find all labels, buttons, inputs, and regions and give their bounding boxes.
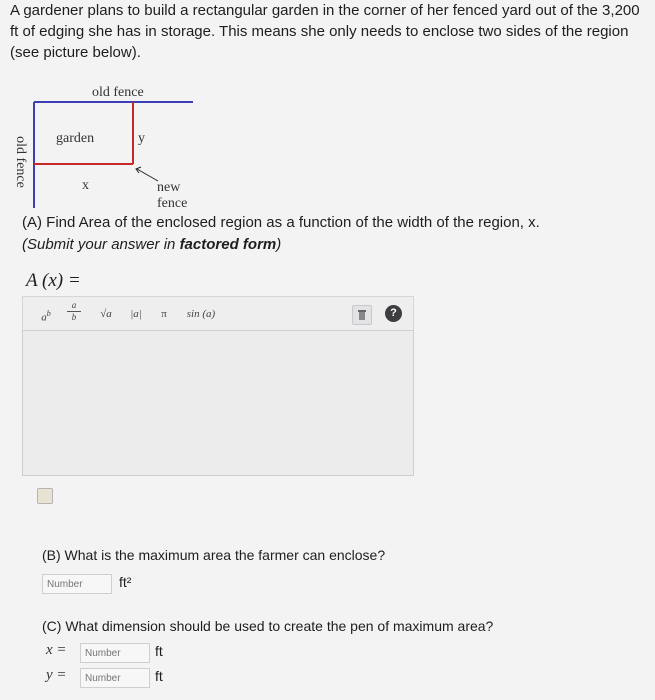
problem-statement: A gardener plans to build a rectangular garden in the corner of her fenced yard out of the 3,200 ft of edging she has in storage. This means she only needs to enclose two sides of the region (see picture below). [10, 2, 640, 61]
function-label: A (x) = [26, 270, 81, 291]
instruction-suffix: ) [276, 236, 282, 253]
part-a-question: (A) Find Area of the enclosed region as a function of the width of the region, x. [22, 214, 540, 231]
new-fence-arrow [137, 169, 158, 181]
preview-icon[interactable] [37, 488, 53, 504]
x-dimension-label: x [82, 178, 89, 193]
part-c [42, 618, 494, 684]
sqrt-button[interactable]: √a [100, 308, 112, 320]
part-b-question: (B) What is the maximum area the farmer can enclose? [42, 547, 386, 563]
new-fence-label-2: fence [157, 196, 188, 211]
help-icon[interactable]: ? [385, 305, 402, 322]
y-dimension-input[interactable] [80, 668, 150, 688]
garden-diagram [0, 78, 230, 218]
x-dimension-input[interactable] [80, 643, 150, 663]
fraction-denominator: b [71, 312, 77, 322]
trash-glyph [353, 306, 371, 324]
instruction-prefix: (Submit your answer in [22, 236, 180, 253]
new-fence-label-1: new [157, 180, 181, 195]
old-fence-top-label: old fence [92, 85, 144, 100]
x-var-label: x = [46, 642, 67, 658]
fraction-button[interactable] [67, 300, 81, 322]
max-area-input[interactable] [42, 574, 112, 594]
part-a [22, 212, 622, 256]
pi-button[interactable]: π [161, 308, 167, 320]
y-dimension-label: y [138, 131, 145, 146]
instruction-bold: factored form [179, 236, 277, 253]
old-fence-left-label: old fence [13, 136, 28, 188]
part-a-instruction [22, 234, 622, 256]
part-c-question: (C) What dimension should be used to create the pen of maximum area? [42, 618, 494, 634]
math-toolbar [22, 296, 414, 330]
garden-label: garden [56, 131, 95, 146]
part-b [42, 547, 386, 590]
x-unit: ft [155, 643, 163, 659]
y-unit: ft [155, 668, 163, 684]
sin-button[interactable]: sin (a) [186, 308, 216, 320]
abs-button[interactable]: |a| [130, 308, 142, 320]
answer-editor[interactable] [22, 330, 414, 476]
power-button[interactable]: $a^b$ [41, 309, 51, 324]
trash-icon[interactable] [352, 305, 372, 325]
y-var-label: y = [46, 667, 67, 683]
fraction-numerator: a [67, 300, 81, 312]
area-unit: ft² [119, 574, 132, 590]
